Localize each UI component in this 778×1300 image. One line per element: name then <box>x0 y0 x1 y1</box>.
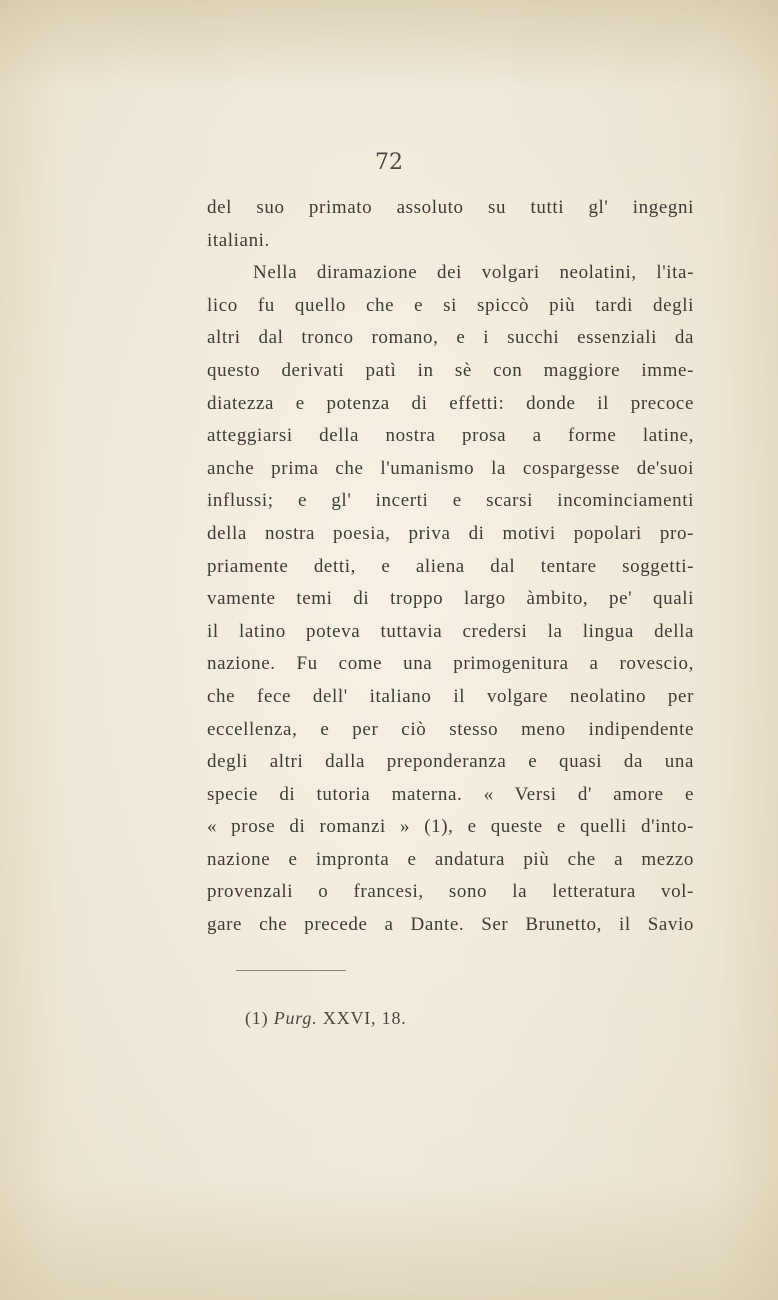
page-number: 72 <box>375 150 403 175</box>
text-line: « prose di romanzi » (1), e queste e quelli d'into- <box>207 816 694 838</box>
text-line: priamente detti, e aliena dal tentare soggetti- <box>207 555 694 577</box>
footnote-marker: (1) <box>245 1008 269 1028</box>
body-text <box>207 192 694 942</box>
text-line: eccellenza, e per ciò stesso meno indipendente <box>207 718 694 740</box>
text-line: della nostra poesia, priva di motivi popolari pro- <box>207 522 694 544</box>
text-line: altri dal tronco romano, e i succhi essenziali da <box>207 327 694 349</box>
text-line: lico fu quello che e si spiccò più tardi degli <box>207 294 694 316</box>
text-line: gare che precede a Dante. Ser Brunetto, il Savio <box>207 914 694 936</box>
text-line: anche prima che l'umanismo la cospargesse de'suoi <box>207 457 694 479</box>
text-line: vamente temi di troppo largo àmbito, pe' quali <box>207 588 694 610</box>
text-line: del suo primato assoluto su tutti gl' ingegni <box>207 197 694 218</box>
text-line: nazione e impronta e andatura più che a mezzo <box>207 848 694 870</box>
text-line: italiani. <box>207 229 270 251</box>
text-line: atteggiarsi della nostra prosa a forme latine, <box>207 425 694 447</box>
text-line: nazione. Fu come una primogenitura a rovescio, <box>207 653 694 675</box>
footnote-work: Purg. <box>273 1008 318 1028</box>
text-line: Nella diramazione dei volgari neolatini, l'ita- <box>253 262 694 284</box>
text-line: diatezza e potenza di effetti: donde il precoce <box>207 392 694 414</box>
footnote <box>245 1008 407 1029</box>
text-line: specie di tutoria materna. « Versi d' amore e <box>207 783 694 805</box>
text-line: questo derivati patì in sè con maggiore imme- <box>207 359 694 381</box>
text-line: il latino poteva tuttavia credersi la lingua della <box>207 620 694 642</box>
text-line: che fece dell' italiano il volgare neolatino per <box>207 685 694 707</box>
footnote-reference: XXVI, 18. <box>322 1008 407 1028</box>
text-line: influssi; e gl' incerti e scarsi incominciamenti <box>207 490 694 512</box>
text-line: provenzali o francesi, sono la letteratura vol- <box>207 881 694 903</box>
footnote-rule <box>236 970 346 971</box>
text-line: degli altri dalla preponderanza e quasi da una <box>207 751 694 773</box>
